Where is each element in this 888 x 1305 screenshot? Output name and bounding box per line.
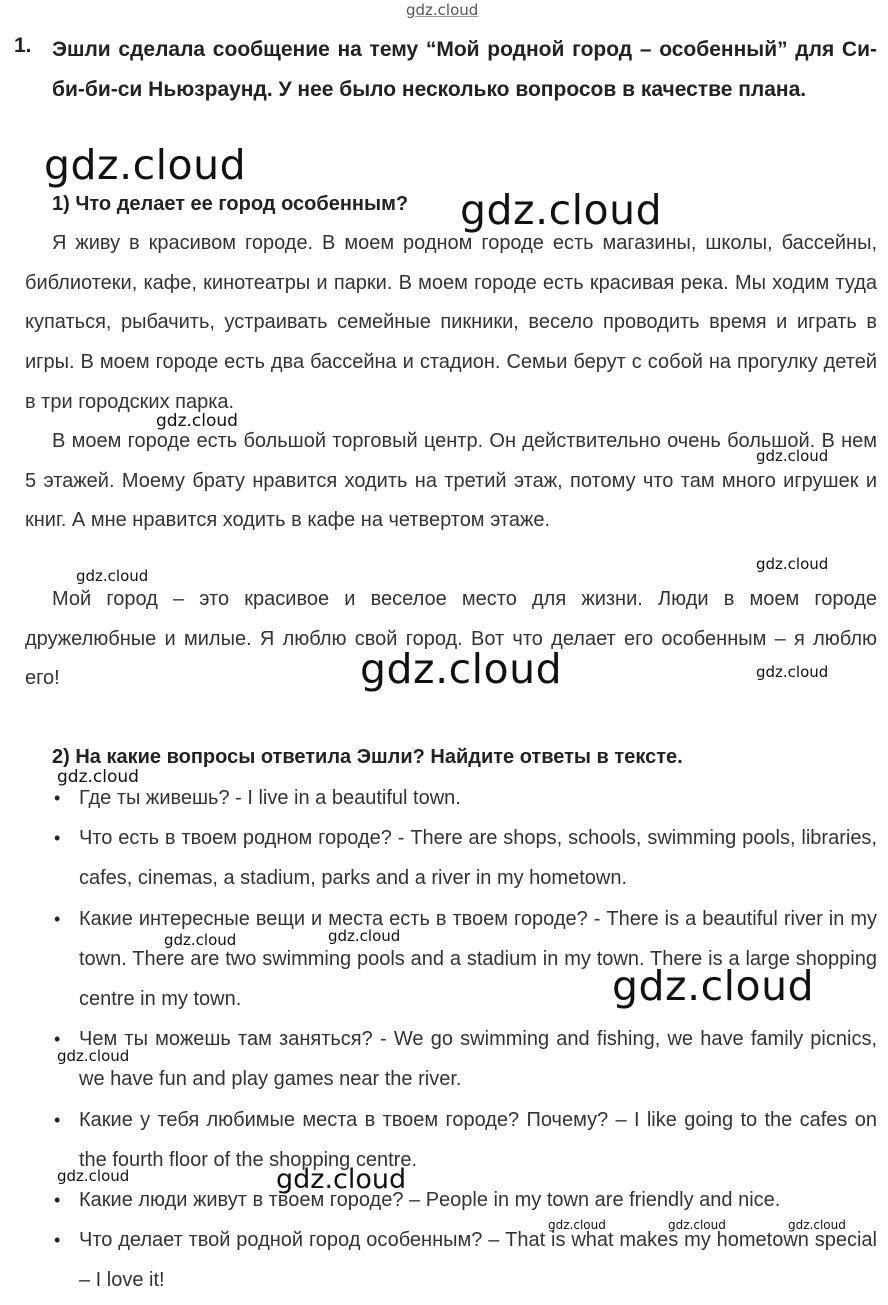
watermark: gdz.cloud	[156, 411, 238, 431]
list-item	[0, 1180, 877, 1220]
bullet-icon: •	[54, 788, 61, 808]
bullet-icon: •	[54, 1029, 61, 1050]
paragraph-2: В моем городе есть большой торговый центр. Он действительно очень большой. В нем 5 этажей. Моему брату нравится ходить на третий этаж, потому что там много игрушек и книг. А мне нравится ходить в кафе на четвертом этаже.	[25, 430, 877, 532]
watermark: gdz.cloud	[276, 1164, 407, 1195]
list-item	[0, 1019, 877, 1099]
watermark: gdz.cloud	[548, 1218, 606, 1232]
watermark: gdz.cloud	[460, 186, 663, 234]
watermark: gdz.cloud	[328, 927, 401, 945]
list-item-text: Какие у тебя любимые места в твоем городе? Почему? – I like going to the cafes on the fourth floor of the shopping centre.	[79, 1108, 877, 1171]
watermark: gdz.cloud	[788, 1218, 846, 1232]
bullet-icon: •	[54, 828, 61, 849]
paragraph-1: Я живу в красивом городе. В моем родном городе есть магазины, школы, бассейны, библиотеки, кафе, кинотеатры и парки. В моем городе есть красивая река. Мы ходим туда купаться, рыбачить, устраивать семейные пикники, весело проводить время и играть в игры. В моем городе есть два бассейна и стадион. Семьи берут с собой на прогулку детей в три городских парка.	[25, 232, 877, 413]
watermark: gdz.cloud	[76, 567, 149, 585]
watermark: gdz.cloud	[612, 962, 815, 1010]
watermark: gdz.cloud	[164, 931, 237, 949]
list-item	[0, 1220, 877, 1300]
watermark: gdz.cloud	[360, 645, 563, 693]
bullet-icon: •	[54, 1190, 61, 1211]
paragraph-3: Мой город – это красивое и веселое место для жизни. Люди в моем городе дружелюбные и милые. Я люблю свой город. Вот что делает его особенным – я люблю его!	[25, 588, 877, 690]
list-item-text: Какие интересные вещи и места есть в твоем городе? - There is a beautiful river in my town. There are two swimming pools and a stadium in my town. There is a large shopping centre in my town.	[79, 907, 877, 1011]
watermark: gdz.cloud	[57, 1047, 130, 1065]
list-item-text: Где ты живешь? - I live in a beautiful town.	[79, 787, 461, 809]
section1-heading: 1) Что делает ее город особенным?	[52, 193, 409, 215]
task-number: 1.	[14, 34, 32, 57]
list-item-text: Что есть в твоем родном городе? - There are shops, schools, swimming pools, libraries, cafes, cinemas, a stadium, parks and a river in my hometown.	[79, 827, 877, 890]
watermark-top[interactable]: gdz.cloud	[406, 1, 479, 19]
answers-list	[0, 778, 880, 1301]
task-title: Эшли сделала сообщение на тему “Мой родной город – особенный” для Си-би-би-си Ньюзраунд. У нее было несколько вопросов в качестве плана.	[52, 38, 877, 101]
list-item-text: Какие люди живут в твоем городе? – People in my town are friendly and nice.	[79, 1189, 781, 1212]
watermark: gdz.cloud	[57, 767, 139, 787]
list-item-text: Что делает твой родной город особенным? – That is what makes my hometown special – I love it!	[79, 1229, 877, 1292]
watermark: gdz.cloud	[668, 1218, 726, 1232]
section2-heading: 2) На какие вопросы ответила Эшли? Найдите ответы в тексте.	[52, 746, 683, 768]
watermark: gdz.cloud	[756, 555, 829, 573]
watermark: gdz.cloud	[44, 141, 247, 189]
list-item-text: Чем ты можешь там заняться? - We go swimming and fishing, we have family picnics, we have fun and play games near the river.	[79, 1028, 877, 1091]
list-item	[0, 1100, 877, 1180]
bullet-icon: •	[54, 1109, 61, 1130]
list-item	[0, 818, 877, 898]
watermark: gdz.cloud	[756, 663, 829, 681]
watermark: gdz.cloud	[57, 1167, 130, 1185]
bullet-icon: •	[54, 908, 61, 929]
watermark: gdz.cloud	[756, 447, 829, 465]
bullet-icon: •	[54, 1230, 61, 1251]
